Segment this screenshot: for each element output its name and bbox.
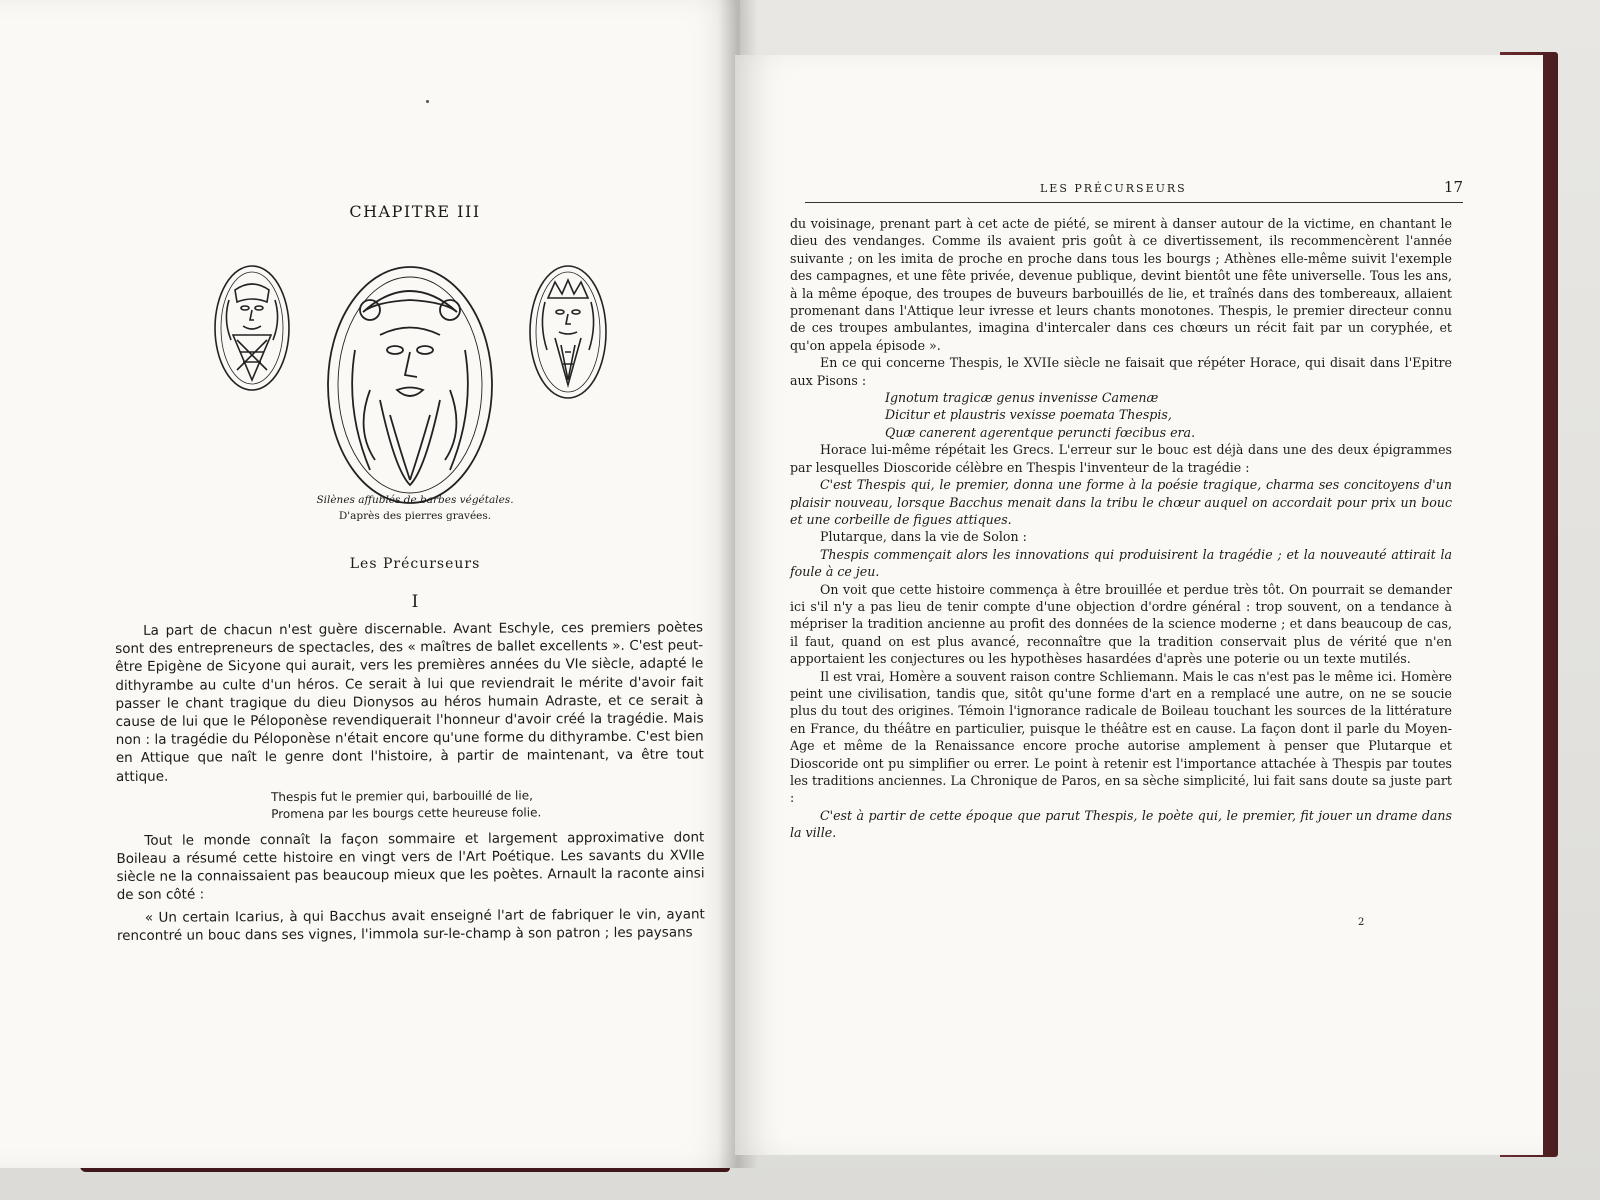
paragraph-1: La part de chacun n'est guère discernable. Avant Eschyle, ces premiers poètes sont des entrepreneurs de spectacles, des « maîtres de ballet excellents ». C'est peut-être Epigène de Sicyone qui aurait, vers les premières années du VIe siècle, adapté le dithyrambe au culte d'un héros. Ce serait à lui que reviendrait le mérite d'avoir fait passer le chant tragique du dieu Dionysos au héros humain Adraste, et ce serait à cause de lui que le Péloponèse revendiquerait l'honneur d'avoir créé la tragédie. Mais non : la tragédie du Péloponèse n'était encore qu'une forme du dithyrambe. C'est bien en Attique que naît le genre dont l'histoire, à partir de maintenant, va être tout attique.	[115, 619, 704, 785]
quotation-plutarque-italic: Thespis commençait alors les innovations qui produisirent la tragédie	[820, 546, 1273, 562]
verse-line-1: Thespis fut le premier qui, barbouillé de lie,	[271, 788, 533, 804]
left-page-body	[115, 618, 705, 949]
paragraph-dioscoride: Horace lui-même répétait les Grecs. L'erreur sur le bouc est déjà dans une des deux épigrammes par lesquelles Dioscoride célèbre en Thespis l'inventeur de la tragédie :	[790, 442, 1452, 475]
figure-caption	[300, 492, 530, 524]
paragraph-2: Tout le monde connaît la façon sommaire et largement approximative dont Boileau a résumé cette histoire en vingt vers de l'Art Poétique. Les savants du XVIIe siècle ne la connaissaient pas beaucoup mieux que les poètes. Arnault la raconte ainsi de son côté :	[116, 829, 705, 904]
latin-quotation	[790, 389, 1452, 441]
boileau-verse	[116, 786, 704, 824]
page-number: 17	[1443, 178, 1463, 196]
engraved-gems-illustration	[205, 240, 625, 530]
caption-line-2: D'après des pierres gravées.	[338, 510, 492, 522]
quotation-plutarque-rest: ; et la nouveauté attirait la foule à ce jeu.	[790, 546, 1452, 580]
signature-mark: 2	[1358, 917, 1365, 928]
latin-line-2: Dicitur et plaustris vexisse poemata Thespis,	[885, 407, 1172, 423]
section-number: I	[411, 592, 419, 612]
quotation-dioscoride: C'est Thespis qui, le premier, donna une forme à la poésie tragique, charma ses concitoyens d'un plaisir nouveau, lorsque Bacchus menait dans la tribu le chœur auquel on accordait pour prix un bouc et une corbeille de figues attiques.	[790, 477, 1452, 527]
left-page	[0, 0, 740, 1168]
quotation-plutarque	[790, 546, 1452, 581]
paragraph-horace: En ce qui concerne Thespis, le XVIIe siècle ne faisait que répéter Horace, qui disait dans l'Epitre aux Pisons :	[790, 355, 1452, 388]
small-gem-left-icon	[215, 266, 289, 390]
paragraph-continued: du voisinage, prenant part à cet acte de piété, se mirent à danser autour de la victime, en chantant le dieu des vendanges. Comme ils avaient pris goût à ce divertissement, ils recommencèrent l'année suivante ; on les imita de proche en proche dans tous les bourgs ; Athènes elle-même suivit l'exemple des campagnes, et une fête privée, devenue publique, devint bientôt une fête universelle. Tous les ans, à la même époque, des troupes de buveurs barbouillés de lie, et traînés dans des tombereaux, allaient promenant dans l'Attique leur ivresse et leurs chants monotones. Thespis, le premier directeur connu de ces troupes ambulantes, imagina d'intercaler dans ces chœurs un récit fait par un coryphée, et qu'on appela épisode ».	[790, 216, 1452, 353]
section-title: Les Précurseurs	[349, 556, 481, 572]
running-header	[805, 180, 1463, 203]
quotation-paros: C'est à partir de cette époque que parut Thespis, le poète qui, le premier, fit jouer un drame dans la ville.	[790, 807, 1452, 841]
printer-dot	[426, 100, 429, 103]
paragraph-tradition: On voit que cette histoire commença à être brouillée et perdue très tôt. On pourrait se demander ici s'il n'y a pas lieu de tenir compte d'une objection d'ordre général : trop souvent, on a tendance à mépriser la tradition ancienne au profit des données de la science moderne ; et dans beaucoup de cas, il faut, quand on est plus avancé, reconnaître que la tradition conservait plus de vérité que n'en apportaient les conjectures ou les hypothèses hasardées d'après une poterie ou un texte mutilés.	[790, 581, 1452, 667]
paragraph-3: « Un certain Icarius, à qui Bacchus avait enseigné l'art de fabriquer le vin, ayant rencontré un bouc dans ses vignes, l'immola sur-le-champ à son patron ; les paysans	[116, 906, 705, 944]
right-page	[735, 55, 1543, 1155]
right-page-body	[790, 215, 1452, 842]
latin-line-1: Ignotum tragicæ genus invenisse Camenæ	[885, 390, 1159, 406]
large-gem-center-icon	[328, 267, 492, 503]
latin-line-3: Quæ canerent agerentque peruncti fœcibus era.	[885, 424, 1196, 440]
paragraph-homere: Il est vrai, Homère a souvent raison contre Schliemann. Mais le cas n'est pas le même ici. Homère peint une civilisation, tandis que, sitôt qu'une forme d'art en a remplacé une autre, on ne se soucie plus du tout des origines. Témoin l'ignorance radicale de Boileau touchant les sources de la littérature en France, du théâtre en particulier, puisque le théâtre est en cause. La façon dont il parle du Moyen-Age et même de la Renaissance encore proche autorise amplement à penser que Plutarque et Dioscoride ont pu simplifier ou errer. Le point à retenir est l'importance attachée à Thespis par toutes les traditions anciennes. La Chronique de Paros, en sa sèche simplicité, lui fait sans doute sa juste part :	[790, 668, 1452, 806]
running-title: LES PRÉCURSEURS	[1040, 182, 1187, 195]
chapter-title: CHAPITRE III	[349, 202, 481, 221]
small-gem-right-icon	[530, 266, 606, 398]
paragraph-plutarque: Plutarque, dans la vie de Solon :	[820, 529, 1027, 545]
caption-line-1: Silènes affublés de barbes végétales.	[316, 494, 514, 506]
verse-line-2: Promena par les bourgs cette heureuse folie.	[271, 805, 542, 821]
